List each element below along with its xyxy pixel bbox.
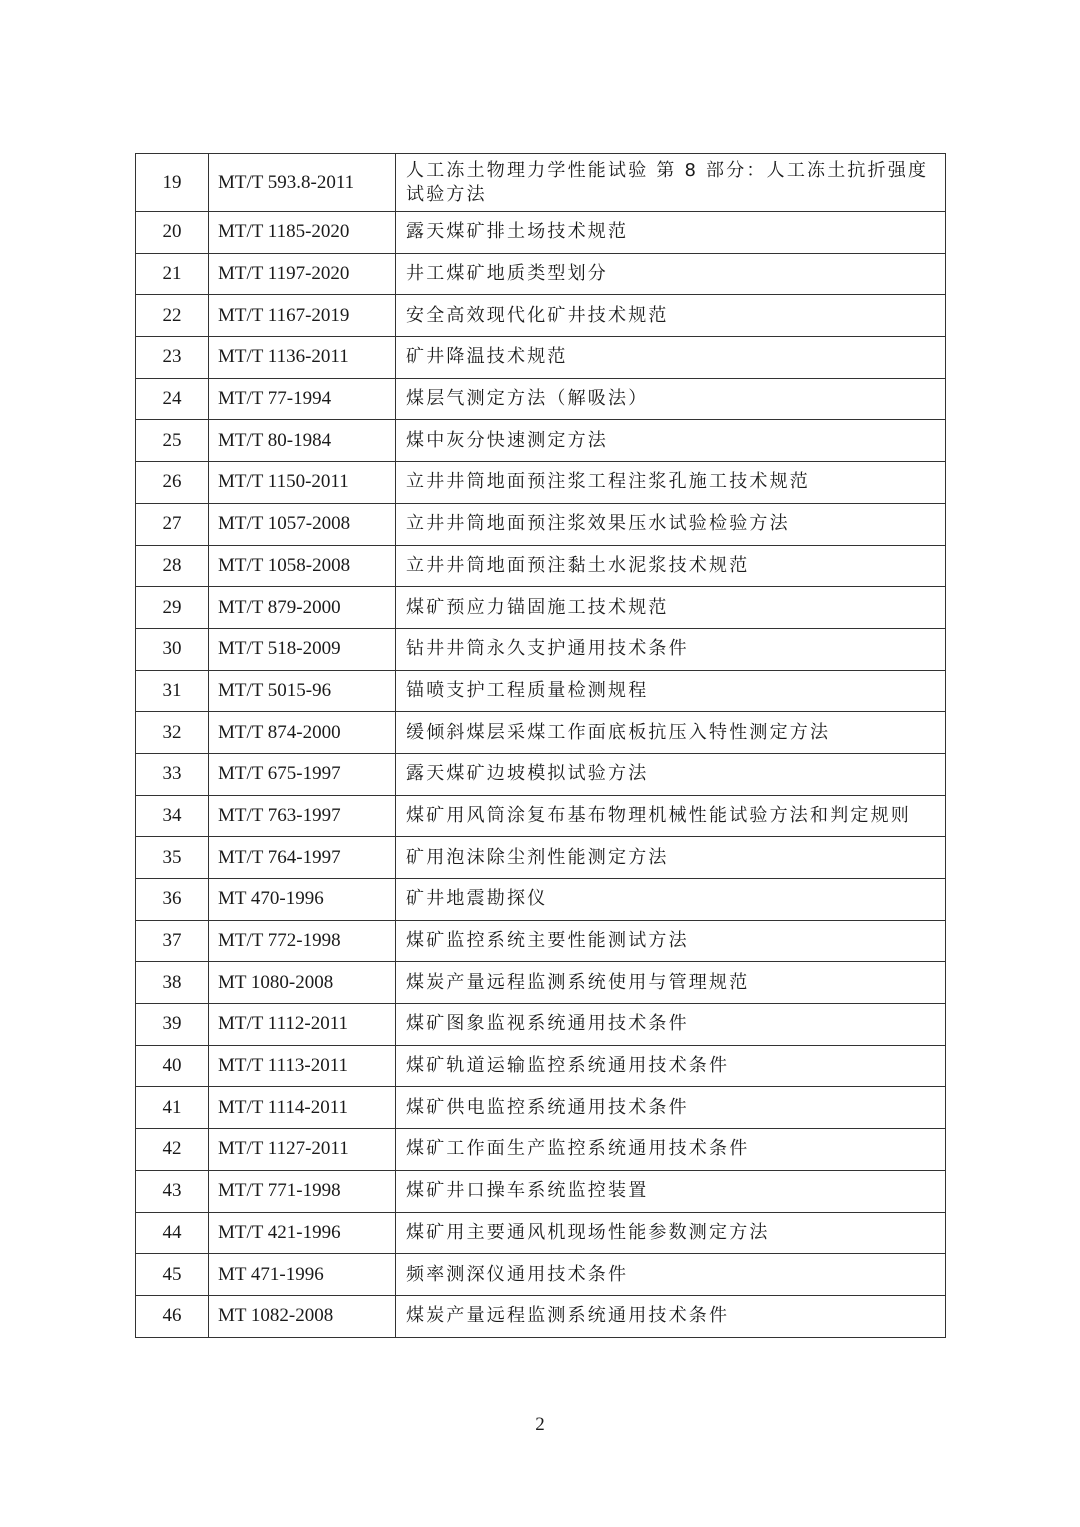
table-row [136,378,946,420]
standard-title-cell: 人工冻土物理力学性能试验 第 8 部分：人工冻土抗折强度试验方法 [396,154,946,212]
table-row [136,879,946,921]
standard-code-cell: MT/T 1127-2011 [209,1129,396,1171]
table-row [136,212,946,254]
row-number-cell: 31 [136,670,209,712]
standard-title-cell: 安全高效现代化矿井技术规范 [396,295,946,337]
standard-title-cell: 煤矿用风筒涂复布基布物理机械性能试验方法和判定规则 [396,795,946,837]
standard-title-cell: 露天煤矿排土场技术规范 [396,212,946,254]
standard-code-cell: MT/T 518-2009 [209,628,396,670]
table-row [136,670,946,712]
table-row [136,337,946,379]
row-number-cell: 21 [136,253,209,295]
standard-title-cell: 频率测深仪通用技术条件 [396,1254,946,1296]
row-number-cell: 42 [136,1129,209,1171]
table-row [136,1170,946,1212]
standard-title-cell: 立井井筒地面预注浆工程注浆孔施工技术规范 [396,462,946,504]
standard-code-cell: MT/T 675-1997 [209,753,396,795]
table-row [136,1087,946,1129]
row-number-cell: 43 [136,1170,209,1212]
row-number-cell: 44 [136,1212,209,1254]
row-number-cell: 45 [136,1254,209,1296]
standard-title-cell: 井工煤矿地质类型划分 [396,253,946,295]
row-number-cell: 39 [136,1004,209,1046]
table-row [136,795,946,837]
standard-code-cell: MT/T 5015-96 [209,670,396,712]
row-number-cell: 27 [136,503,209,545]
table-row [136,628,946,670]
standard-code-cell: MT/T 1114-2011 [209,1087,396,1129]
row-number-cell: 26 [136,462,209,504]
standard-title-cell: 煤矿供电监控系统通用技术条件 [396,1087,946,1129]
row-number-cell: 41 [136,1087,209,1129]
standard-title-cell: 煤矿图象监视系统通用技术条件 [396,1004,946,1046]
row-number-cell: 37 [136,920,209,962]
standard-title-cell: 煤炭产量远程监测系统通用技术条件 [396,1295,946,1337]
standard-title-cell: 煤矿工作面生产监控系统通用技术条件 [396,1129,946,1171]
standard-code-cell: MT/T 421-1996 [209,1212,396,1254]
standard-code-cell: MT/T 1197-2020 [209,253,396,295]
row-number-cell: 35 [136,837,209,879]
standard-title-cell: 煤中灰分快速测定方法 [396,420,946,462]
standard-code-cell: MT 1082-2008 [209,1295,396,1337]
table-row [136,1295,946,1337]
row-number-cell: 34 [136,795,209,837]
standard-title-cell: 立井井筒地面预注浆效果压水试验检验方法 [396,503,946,545]
row-number-cell: 28 [136,545,209,587]
standard-title-cell: 煤矿井口操车系统监控装置 [396,1170,946,1212]
standard-title-cell: 立井井筒地面预注黏土水泥浆技术规范 [396,545,946,587]
row-number-cell: 25 [136,420,209,462]
standard-title-cell: 煤炭产量远程监测系统使用与管理规范 [396,962,946,1004]
standard-title-cell: 煤矿轨道运输监控系统通用技术条件 [396,1045,946,1087]
standard-code-cell: MT/T 1185-2020 [209,212,396,254]
table-row [136,753,946,795]
standard-title-cell: 矿井降温技术规范 [396,337,946,379]
row-number-cell: 29 [136,587,209,629]
row-number-cell: 30 [136,628,209,670]
standard-title-cell: 矿井地震勘探仪 [396,879,946,921]
row-number-cell: 33 [136,753,209,795]
standard-title-cell: 煤矿用主要通风机现场性能参数测定方法 [396,1212,946,1254]
table-row [136,1212,946,1254]
standard-code-cell: MT/T 1057-2008 [209,503,396,545]
table-row [136,1254,946,1296]
standard-code-cell: MT/T 77-1994 [209,378,396,420]
row-number-cell: 32 [136,712,209,754]
table-row [136,253,946,295]
standards-table-body [136,154,946,1338]
table-row [136,545,946,587]
standard-title-cell: 露天煤矿边坡模拟试验方法 [396,753,946,795]
table-row [136,920,946,962]
standard-code-cell: MT 1080-2008 [209,962,396,1004]
row-number-cell: 46 [136,1295,209,1337]
table-row [136,587,946,629]
table-row [136,1129,946,1171]
row-number-cell: 19 [136,154,209,212]
table-row [136,295,946,337]
standard-code-cell: MT/T 1058-2008 [209,545,396,587]
standard-code-cell: MT/T 1167-2019 [209,295,396,337]
standard-code-cell: MT/T 879-2000 [209,587,396,629]
row-number-cell: 40 [136,1045,209,1087]
table-row [136,1045,946,1087]
standard-title-cell: 矿用泡沫除尘剂性能测定方法 [396,837,946,879]
standard-code-cell: MT/T 771-1998 [209,1170,396,1212]
standard-code-cell: MT/T 772-1998 [209,920,396,962]
standard-code-cell: MT/T 874-2000 [209,712,396,754]
row-number-cell: 23 [136,337,209,379]
table-row [136,420,946,462]
row-number-cell: 24 [136,378,209,420]
standard-title-cell: 煤矿预应力锚固施工技术规范 [396,587,946,629]
table-row [136,962,946,1004]
standard-code-cell: MT/T 1112-2011 [209,1004,396,1046]
standard-title-cell: 煤层气测定方法（解吸法） [396,378,946,420]
row-number-cell: 38 [136,962,209,1004]
standard-title-cell: 钻井井筒永久支护通用技术条件 [396,628,946,670]
standard-code-cell: MT 470-1996 [209,879,396,921]
table-row [136,712,946,754]
table-row [136,503,946,545]
page-number: 2 [535,1414,545,1435]
table-row [136,1004,946,1046]
table-row [136,462,946,504]
standard-title-cell: 锚喷支护工程质量检测规程 [396,670,946,712]
standards-table [135,153,946,1338]
row-number-cell: 22 [136,295,209,337]
standard-title-cell: 缓倾斜煤层采煤工作面底板抗压入特性测定方法 [396,712,946,754]
standard-code-cell: MT 471-1996 [209,1254,396,1296]
standard-code-cell: MT/T 1136-2011 [209,337,396,379]
standard-code-cell: MT/T 763-1997 [209,795,396,837]
table-row [136,837,946,879]
row-number-cell: 36 [136,879,209,921]
row-number-cell: 20 [136,212,209,254]
standard-code-cell: MT/T 764-1997 [209,837,396,879]
standard-code-cell: MT/T 1150-2011 [209,462,396,504]
standard-code-cell: MT/T 80-1984 [209,420,396,462]
standard-title-cell: 煤矿监控系统主要性能测试方法 [396,920,946,962]
table-row [136,154,946,212]
standard-code-cell: MT/T 1113-2011 [209,1045,396,1087]
standard-code-cell: MT/T 593.8-2011 [209,154,396,212]
